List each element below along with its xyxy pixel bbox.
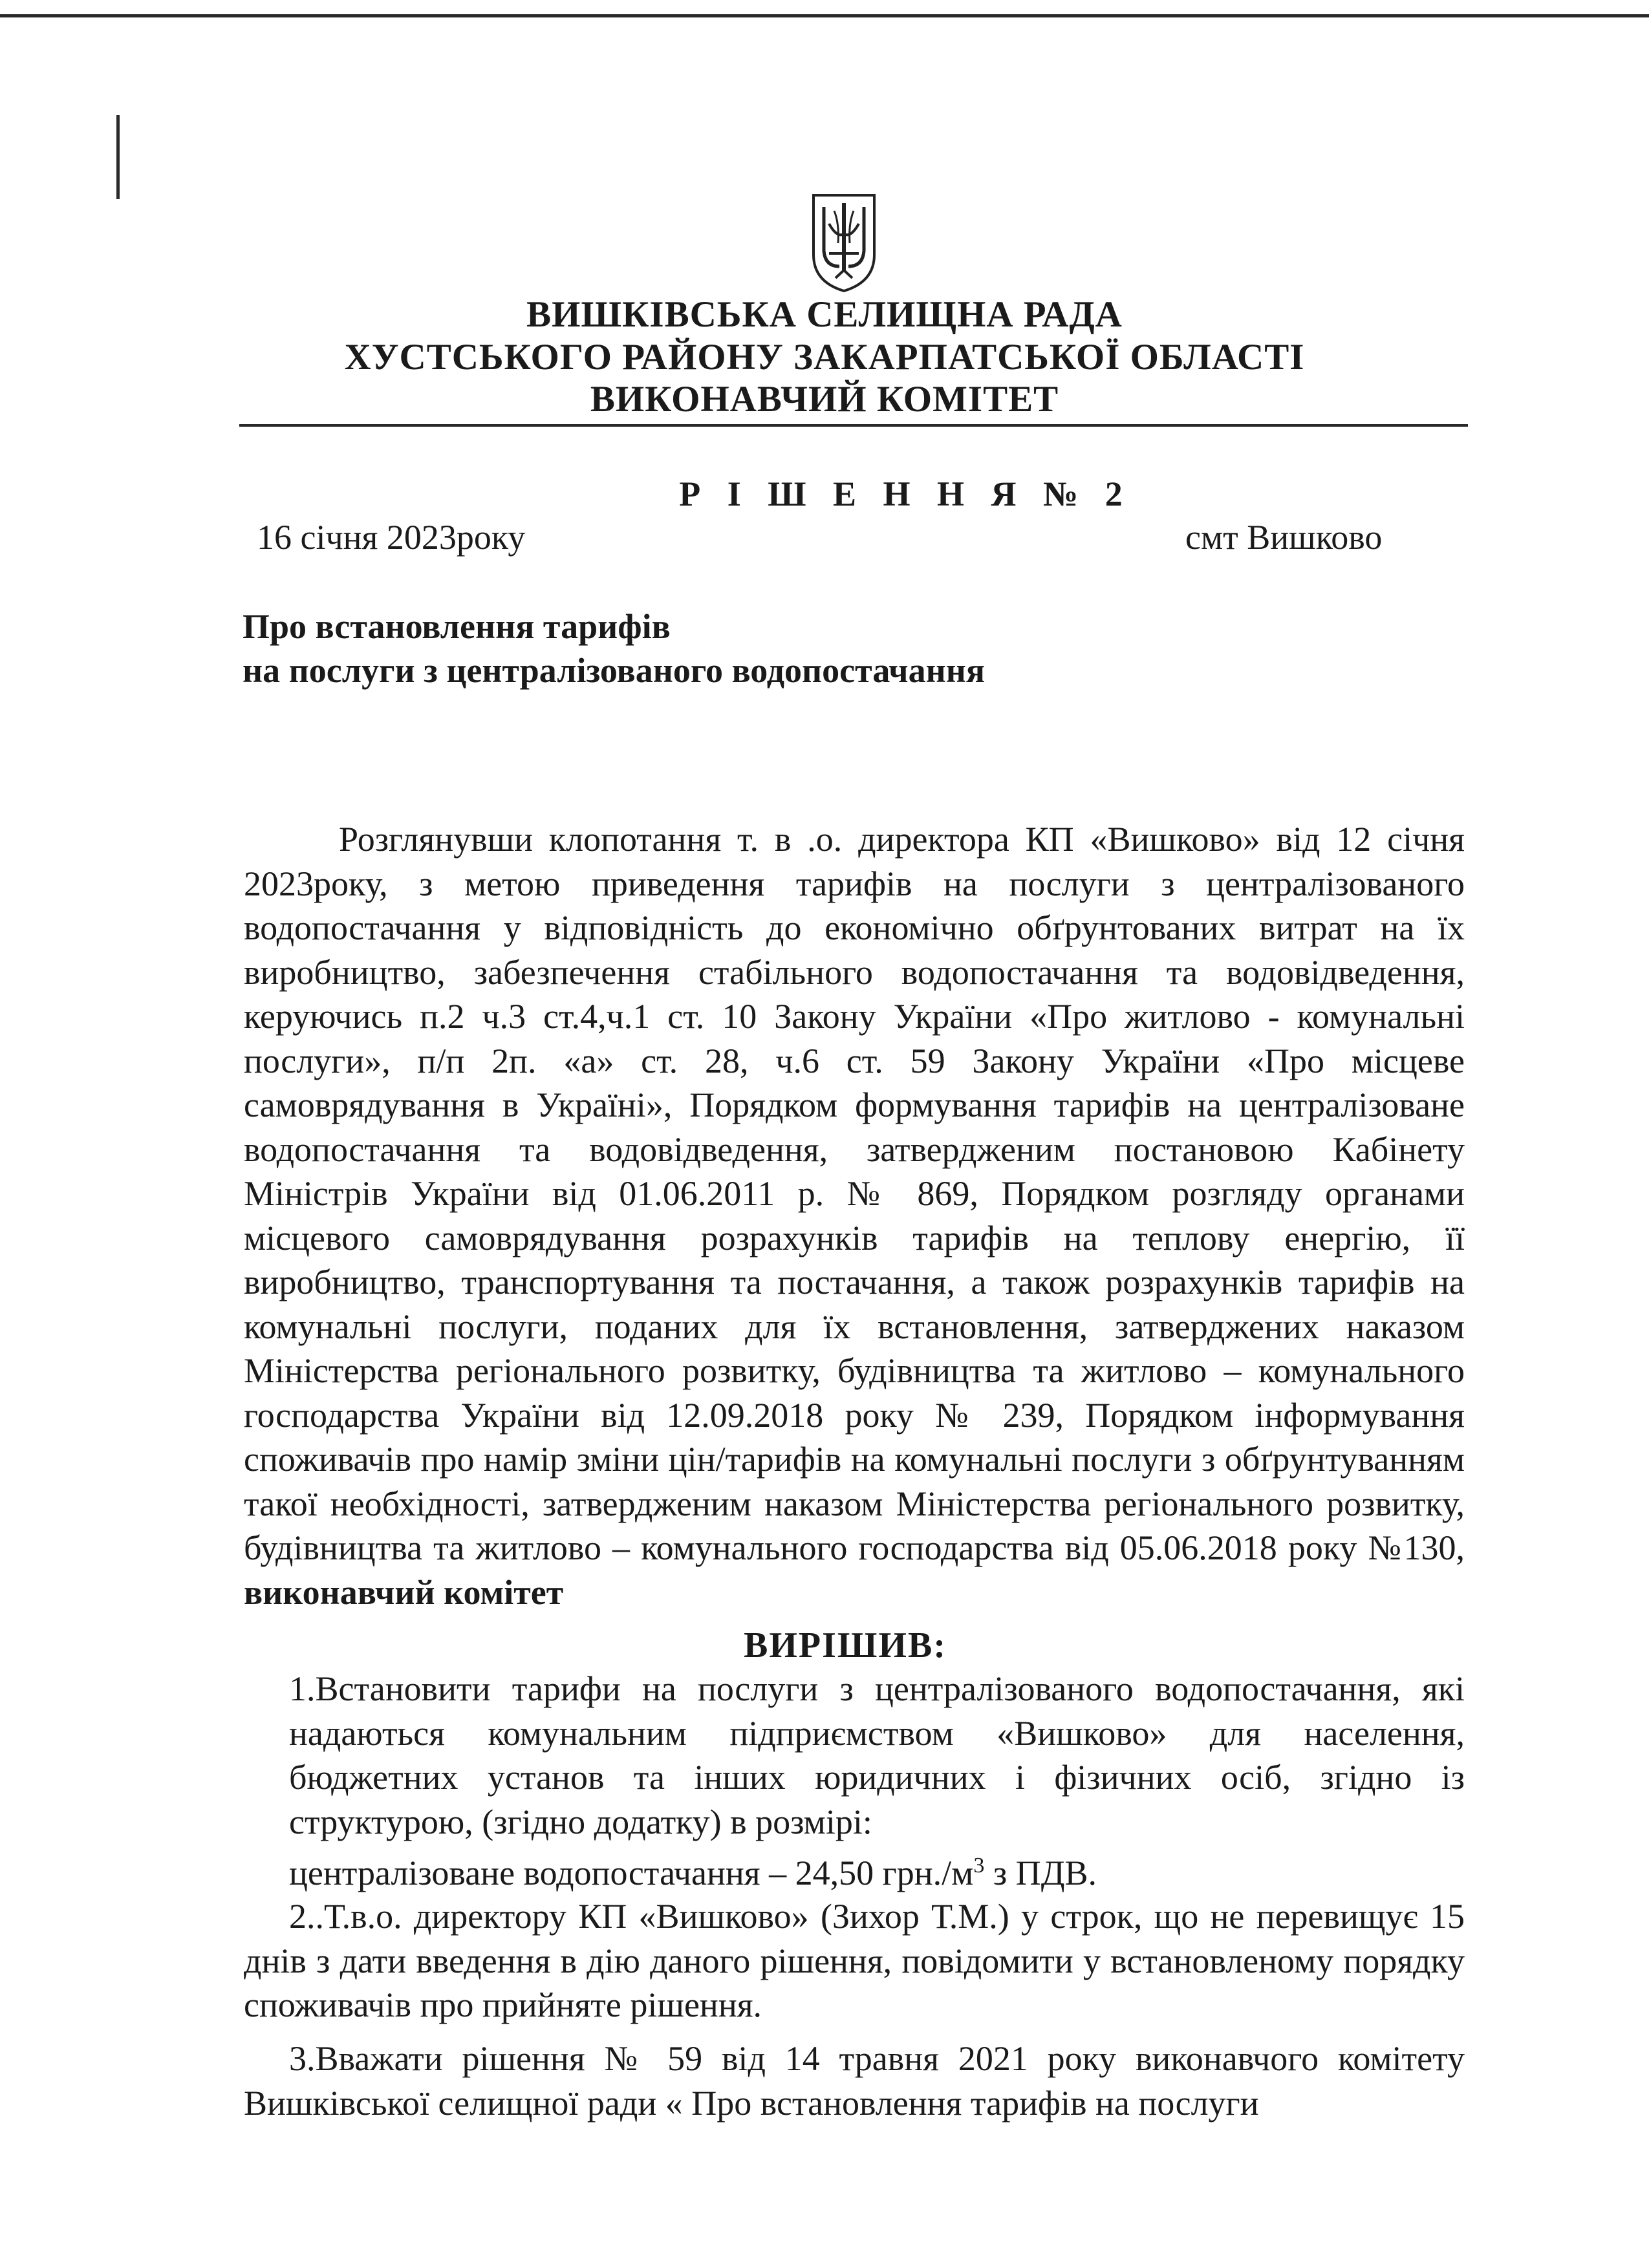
subject-line-2: на послуги з централізованого водопостачання — [242, 651, 986, 690]
item-1-text: 1.Встановити тарифи на послуги з централізованого водопостачання, які надаються комунальним підприємством «Вишково» для населення, бюджетних установ та інших юридичних і фізичних осіб, згідно із структурою, (згідно додатку) в розмірі: — [289, 1669, 1465, 1841]
resolve-heading: ВИРІШИВ: — [744, 1625, 947, 1665]
header-divider — [239, 424, 1468, 427]
coat-of-arms-icon — [806, 191, 882, 294]
margin-mark — [116, 115, 120, 199]
district-name: ХУСТСЬКОГО РАЙОНУ ЗАКАРПАТСЬКОЇ ОБЛАСТІ — [344, 337, 1305, 378]
preamble — [244, 817, 1465, 1614]
item-3-text: 3.Вважати рішення № 59 від 14 травня 2021 року виконавчого комітету Вишківської селищної ради « Про встановлення тарифів на послуги — [244, 2039, 1465, 2123]
preamble-text: Розглянувши клопотання т. в .о. директора КП «Вишково» від 12 січня 2023року, з метою приведення тарифів на послуги з централізованого водопостачання у відповідність до економічно обґрунтованих витрат на їх виробництво, забезпечення стабільного водопостачання та водовідведення, керуючись п.2 ч.3 ст.4,ч.1 ст. 10 Закону України «Про житлово - комунальні послуги», п/п 2п. «а» ст. 28, ч.6 ст. 59 Закону України «Про місцеве самоврядування в Україні», Порядком формування тарифів на централізоване водопостачання та водовідведення, затвердженим постановою Кабінету Міністрів України від 01.06.2011 р. № 869, Порядком розгляду органами місцевого самоврядування розрахунків тарифів на теплову енергію, її виробництво, транспортування та постачання, а також розрахунків тарифів на комунальні послуги, поданих для їх встановлення, затверджених наказом Міністерства регіонального розвитку, будівництва та житлово – комунального господарства України від 12.09.2018 року № 239, Порядком інформування споживачів про намір зміни цін/тарифів на комунальні послуги з обґрунтуванням такої необхідності, затвердженим наказом Міністерства регіонального розвитку, будівництва та житлово – комунального господарства від 05.06.2018 року №130, — [244, 820, 1465, 1567]
top-scan-rule — [0, 14, 1649, 17]
item-2 — [244, 1894, 1465, 2027]
item-2-text: 2..Т.в.о. директору КП «Вишково» (Зихор Т.М.) у строк, що не перевищує 15 днів з дати введення в дію даного рішення, повідомити у встановленому порядку споживачів про прийняте рішення. — [244, 1897, 1465, 2024]
decision-date: 16 січня 2023року — [257, 518, 526, 557]
item-1-rate-text: централізоване водопостачання – 24,50 грн./м — [289, 1854, 974, 1892]
subject-line-1: Про встановлення тарифів — [242, 607, 671, 646]
item-1 — [289, 1667, 1465, 1896]
item-1-rate-sup: 3 — [973, 1854, 985, 1878]
council-name: ВИШКІВСЬКА СЕЛИЩНА РАДА — [526, 294, 1123, 335]
committee-name: ВИКОНАВЧИЙ КОМІТЕТ — [590, 379, 1059, 420]
decision-title: Р І Ш Е Н Н Я № 2 — [679, 475, 1132, 513]
item-1-rate-tail: з ПДВ. — [984, 1854, 1097, 1892]
preamble-bold-tail: виконавчий комітет — [244, 1572, 564, 1612]
item-3 — [244, 2037, 1465, 2125]
decision-place: смт Вишково — [1185, 518, 1383, 557]
item-1-rate — [289, 1844, 1465, 1896]
